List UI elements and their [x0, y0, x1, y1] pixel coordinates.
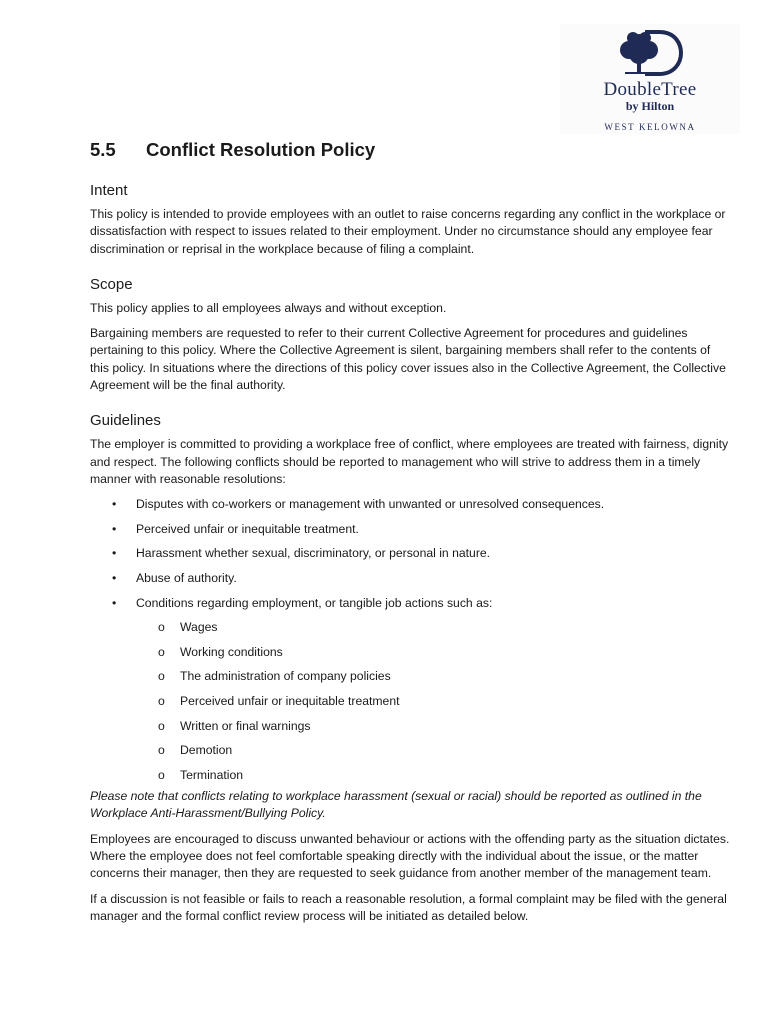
bullet-mark: • [112, 571, 117, 586]
list-item: • Disputes with co-workers or management with unwanted or unresolved consequences. [90, 496, 730, 513]
sub-bullet-mark: o [158, 620, 165, 635]
sub-bullet-mark: o [158, 669, 165, 684]
section-number: 5.5 [90, 139, 116, 160]
sub-list-item: o Demotion [90, 742, 730, 759]
logo-location: WEST KELOWNA [604, 122, 696, 132]
discuss-paragraph: Employees are encouraged to discuss unwanted behaviour or actions with the offending party as the situation dictates. Where the employee does not feel comfortable speaking directly with the individual about the issue, or the matter concerns their manager, then they are requested to seek guidance from another member of the management team. [90, 831, 730, 881]
list-item: • Harassment whether sexual, discriminatory, or personal in nature. [90, 545, 730, 562]
logo-brand: DoubleTree [603, 79, 697, 100]
bullet-mark: • [112, 497, 117, 512]
sub-list-item: o Wages [90, 619, 730, 636]
intent-heading: Intent [90, 182, 128, 199]
list-item: • Perceived unfair or inequitable treatment. [90, 521, 730, 538]
sub-bullet-mark: o [158, 767, 165, 782]
sub-list-item: o Perceived unfair or inequitable treatment [90, 693, 730, 710]
intent-paragraph: This policy is intended to provide employees with an outlet to raise concerns regarding any conflict in the workplace or dissatisfaction with respect to issues related to their employment. Under no circumstance should any employee fear discrimination or reprisal in the workplace because of filing a complaint. [90, 207, 726, 256]
tree-d-logo-icon [615, 28, 685, 78]
guidelines-heading: Guidelines [90, 412, 161, 430]
scope-paragraph-1: This policy applies to all employees always and without exception. [90, 300, 447, 315]
formal-complaint-paragraph: If a discussion is not feasible or fails to reach a reasonable resolution, a formal complaint may be filed with the general manager and the formal conflict review process will be initiated as detailed below. [90, 891, 727, 923]
sub-bullet-mark: o [158, 743, 165, 758]
section-title [90, 138, 730, 162]
sub-bullet-mark: o [158, 718, 165, 733]
sub-list-item: o Written or final warnings [90, 718, 730, 735]
bullet-mark: • [112, 595, 117, 610]
section-title-text: Conflict Resolution Policy [146, 139, 376, 160]
list-item: • Abuse of authority. [90, 570, 730, 587]
conflict-list [90, 496, 730, 612]
sub-list-item: o Working conditions [90, 644, 730, 661]
sub-list-item: o The administration of company policies [90, 668, 730, 685]
guidelines-intro: The employer is committed to providing a workplace free of conflict, where employees are treated with fairness, dignity and respect. The following conflicts should be reported to management who will strive to address them in a timely manner with reasonable resolutions: [90, 437, 729, 486]
sub-bullet-mark: o [158, 644, 165, 659]
logo-sub: by Hilton [625, 99, 675, 113]
sub-list-item: o Termination [90, 767, 730, 784]
policy-document [90, 138, 730, 933]
list-item: • Conditions regarding employment, or tangible job actions such as: [90, 595, 730, 612]
sub-bullet-mark: o [158, 694, 165, 709]
job-actions-list [90, 619, 730, 784]
harassment-note: Please note that conflicts relating to workplace harassment (sexual or racial) should be reported as outlined in the Workplace Anti-Harassment/Bullying Policy. [90, 789, 702, 821]
doubletree-logo [560, 24, 740, 134]
bullet-mark: • [112, 546, 117, 561]
scope-paragraph-2: Bargaining members are requested to refer to their current Collective Agreement for procedures and guidelines pertaining to this policy. Where the Collective Agreement is silent, bargaining members shall refer to the contents of this policy. In situations where the directions of this policy cover issues also in the Collective Agreement, the Collective Agreement will be the final authority. [90, 326, 726, 393]
bullet-mark: • [112, 521, 117, 536]
scope-heading: Scope [90, 275, 133, 293]
